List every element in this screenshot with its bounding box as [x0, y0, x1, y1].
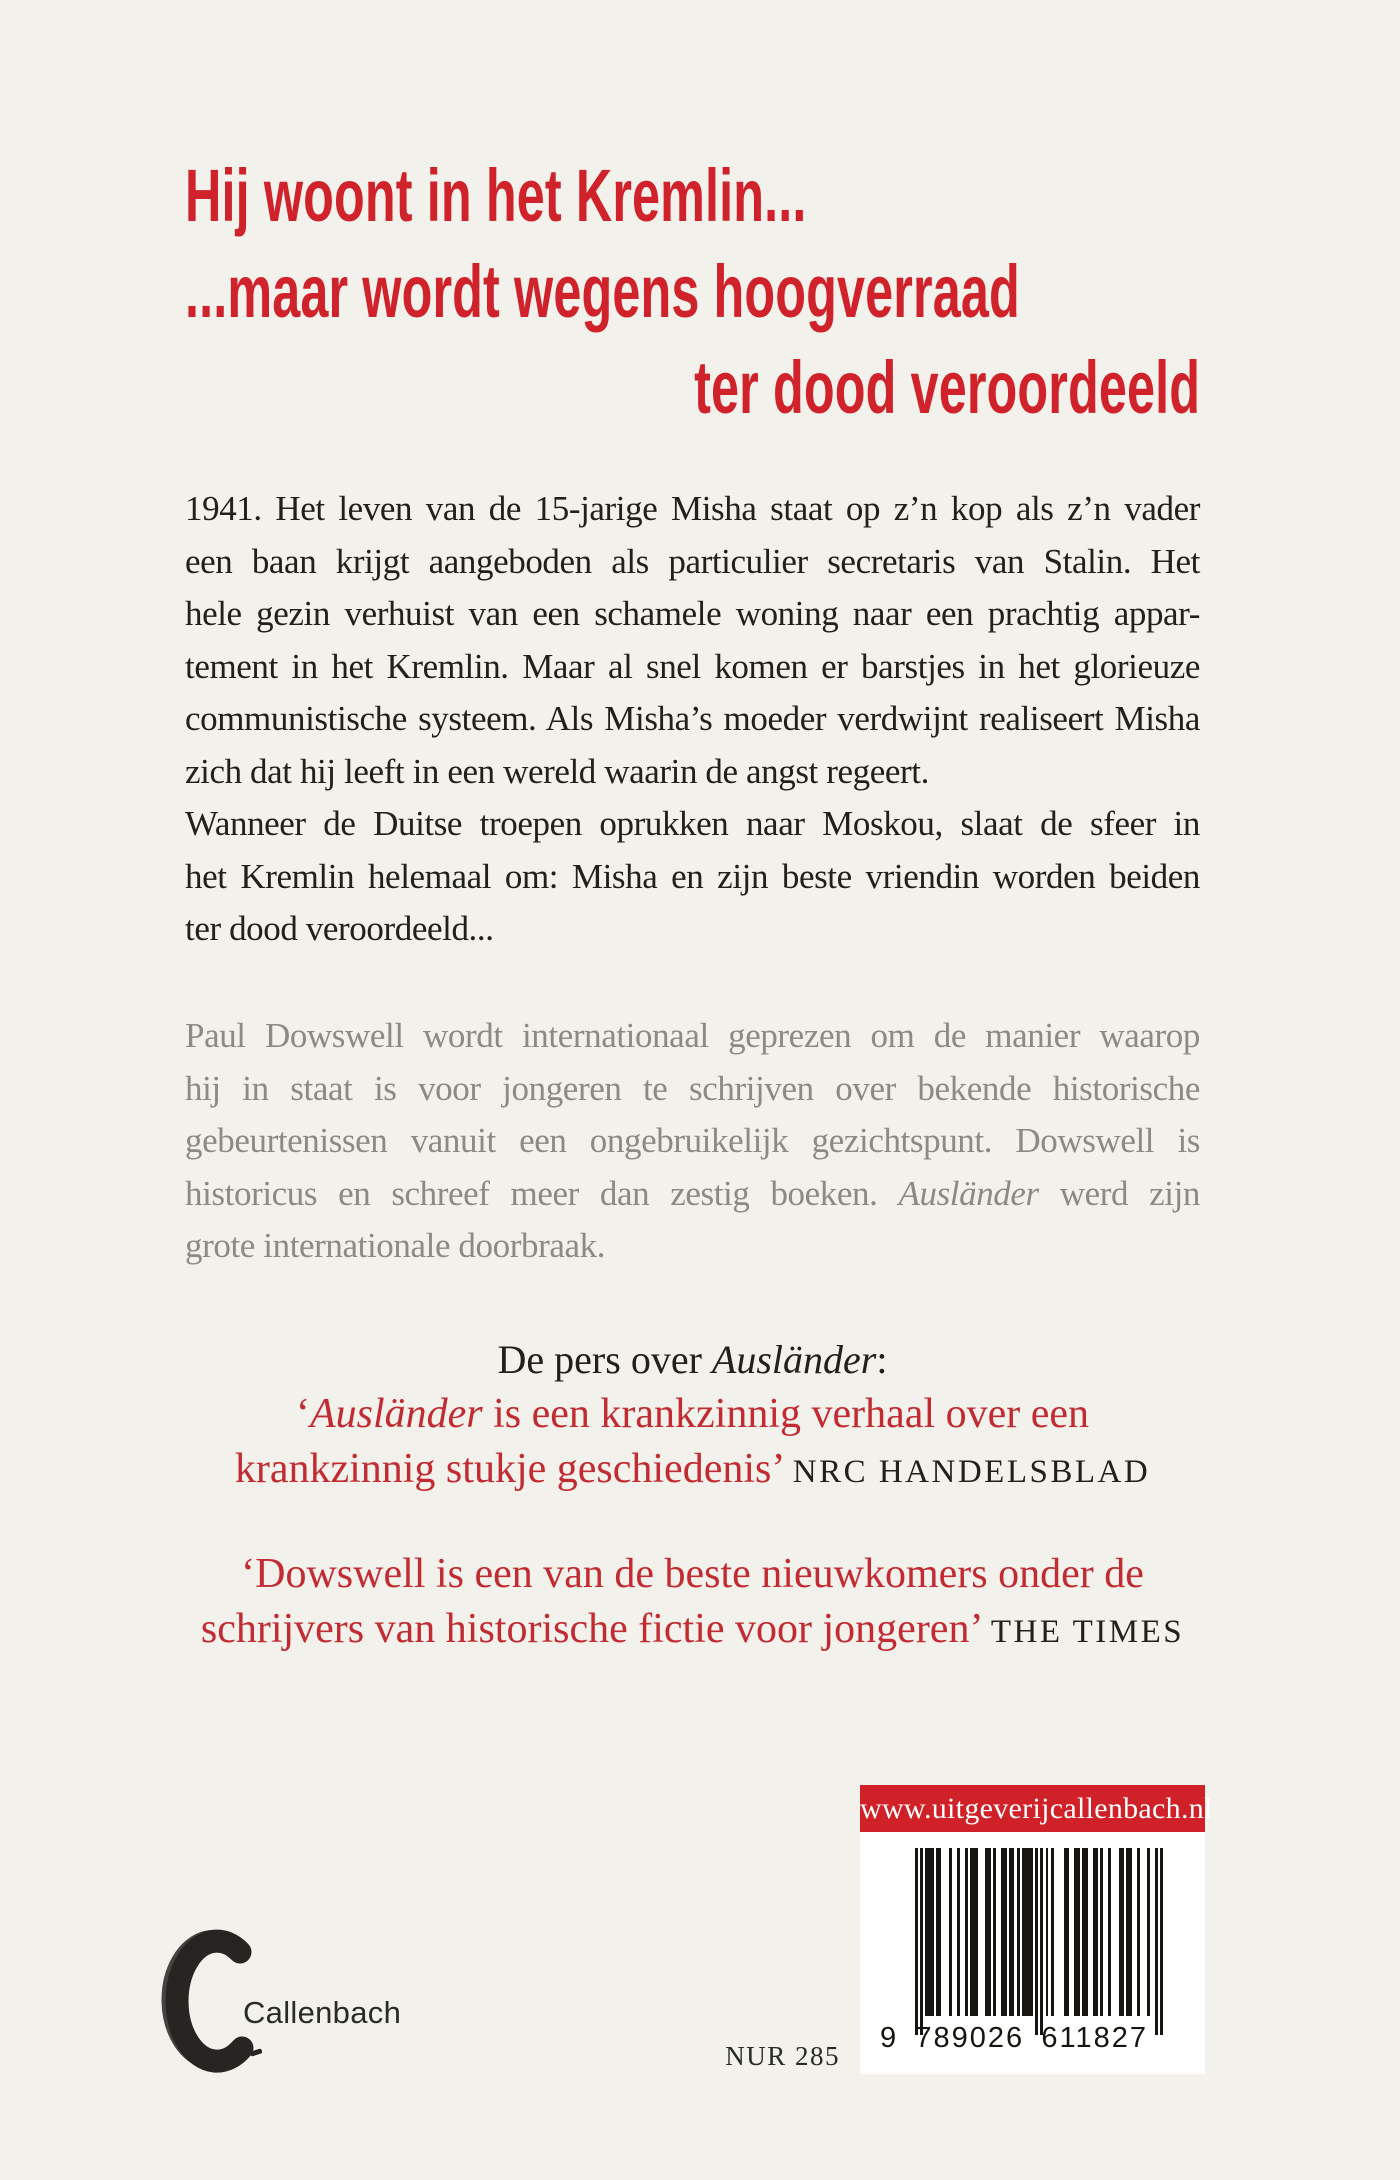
barcode-bar	[1100, 1848, 1103, 2016]
text-line: Wanneer de Duitse troepen oprukken naar Moskou, slaat de sfeer in	[185, 804, 1200, 843]
headline-line-1: Hij woont in het Kremlin...	[185, 154, 807, 237]
publisher-name: Callenbach	[243, 1995, 402, 2030]
barcode-bar	[1064, 1848, 1070, 2016]
text-line: Paul Dowswell wordt internationaal geprezen om de manier waarop	[185, 1016, 1200, 1055]
barcode-bar	[949, 1848, 952, 2016]
text-line: 1941. Het leven van de 15-jarige Misha staat op z’n kop als z’n vader	[185, 489, 1200, 528]
barcode-bar	[1051, 1848, 1054, 2016]
text-line: historicus en schreef meer dan zestig boeken. Ausländer werd zijn	[185, 1173, 1201, 1213]
barcode-bar	[1009, 1848, 1015, 2016]
headline	[185, 148, 1200, 436]
barcode-bar	[936, 1848, 942, 2016]
barcode-bar	[1119, 1848, 1125, 2016]
headline-line-2: ...maar wordt wegens hoogverraad	[185, 250, 1020, 333]
text-line: ter dood veroordeeld...	[185, 909, 494, 948]
text-line: een baan krijgt aangeboden als particulier secretaris van Stalin. Het	[185, 541, 1200, 581]
nur-label: NUR 285	[725, 2041, 840, 2071]
headline-line-3: ter dood veroordeeld	[694, 346, 1200, 429]
isbn-group-2: 611827	[1041, 2022, 1148, 2054]
barcode-bar	[985, 1848, 991, 2016]
text-line: hij in staat is voor jongeren te schrijven over bekende historische	[185, 1068, 1200, 1108]
text-line: grote internationale doorbraak.	[185, 1226, 606, 1265]
barcode-bar	[1155, 1848, 1158, 2035]
barcode-bar	[915, 1848, 918, 2035]
barcode-bar	[1001, 1848, 1007, 2016]
text-line: De pers over Ausländer:	[497, 1337, 888, 1382]
text-line: hele gezin verhuist van een schamele woning naar een prachtig appar-	[185, 594, 1200, 633]
author-bio-text	[185, 1010, 1200, 1273]
barcode-bar	[1108, 1848, 1111, 2016]
text-line: schrijvers van historische fictie voor jongeren’ THE TIMES	[200, 1606, 1185, 1652]
barcode-bar	[1040, 1848, 1043, 2035]
barcode-bar	[1147, 1848, 1150, 2016]
barcode-bar	[925, 1848, 933, 2016]
barcode-bar	[1126, 1848, 1132, 2016]
barcode-bar	[957, 1848, 960, 2016]
press-section-header	[185, 1332, 1200, 1387]
barcode-panel	[860, 1832, 1205, 2074]
barcode-bar	[1017, 1848, 1020, 2016]
text-line: communistische systeem. Als Misha’s moeder verdwijnt realiseert Misha	[185, 699, 1200, 738]
barcode-bar	[965, 1848, 968, 2016]
barcode-bar	[1093, 1848, 1099, 2016]
publisher-website-banner: www.uitgeverijcallenbach.nl	[860, 1785, 1205, 1832]
text-line: ‘Dowswell is een van de beste nieuwkomers onder de	[241, 1551, 1144, 1597]
text-line: zich dat hij leeft in een wereld waarin de angst regeert.	[185, 751, 929, 791]
barcode-bar	[1074, 1848, 1080, 2016]
barcode-bar	[1160, 1848, 1163, 2035]
text-line: ‘Ausländer is een krankzinnig verhaal over een	[295, 1391, 1090, 1437]
barcode-bars-icon	[915, 1848, 1163, 2035]
text-line: het Kremlin helemaal om: Misha en zijn beste vriendin worden beiden	[185, 856, 1200, 896]
isbn-number	[880, 2024, 1148, 2053]
barcode-bar	[1082, 1848, 1088, 2016]
barcode-bar	[970, 1848, 978, 2016]
press-quote-nrc	[185, 1387, 1200, 1500]
text-line: tement in het Kremlin. Maar al snel komen er barstjes in het glorieuze	[185, 646, 1200, 686]
isbn-group-1: 789026	[915, 2022, 1025, 2054]
barcode-bar	[1137, 1848, 1140, 2016]
barcode-bar	[1046, 1848, 1049, 2016]
synopsis-text	[185, 483, 1200, 956]
text-line: krankzinnig stukje geschiedenis’ NRC HANDELSBLAD	[234, 1446, 1151, 1492]
barcode-bar	[1035, 1848, 1038, 2035]
isbn-digit-leading: 9	[880, 2022, 899, 2054]
barcode-bar	[1022, 1848, 1033, 2016]
barcode-bar	[993, 1848, 996, 2016]
text-line: gebeurtenissen vanuit een ongebruikelijk gezichtspunt. Dowswell is	[185, 1121, 1200, 1160]
press-quote-times	[185, 1547, 1200, 1660]
barcode-bar	[920, 1848, 923, 2035]
